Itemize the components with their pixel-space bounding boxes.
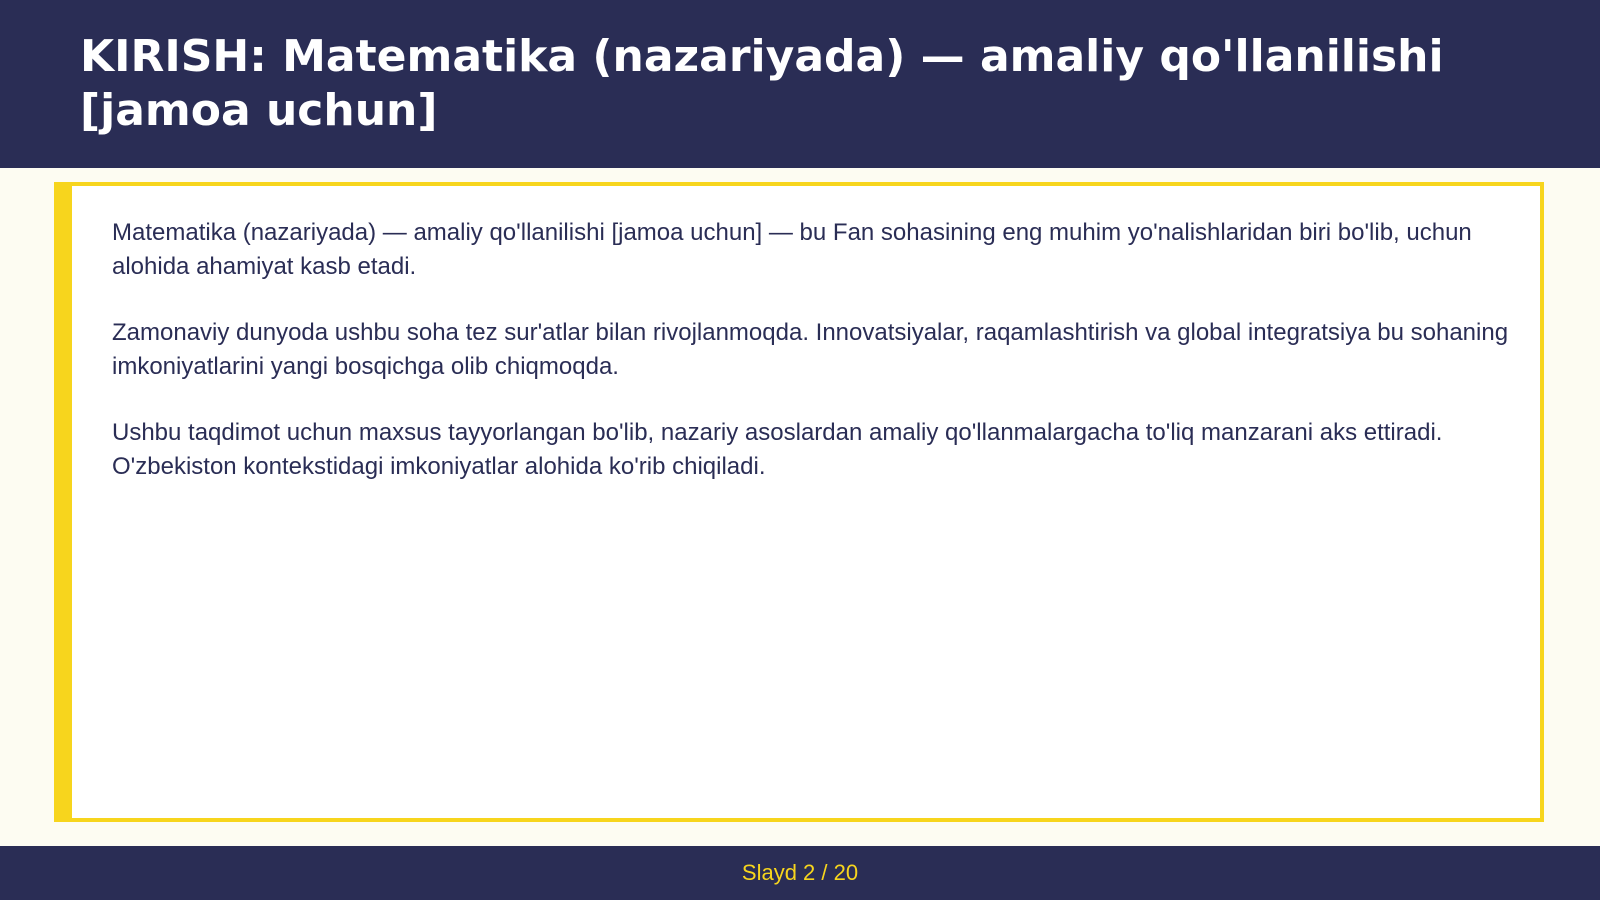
slide-title: KIRISH: Matematika (nazariyada) — amaliy qo'llanilishi [jamoa uchun]	[80, 31, 1444, 136]
content-panel	[54, 182, 1544, 822]
intro-paragraph-1: Matematika (nazariyada) — amaliy qo'llanilishi [jamoa uchun] — bu Fan sohasining eng muhim yo'nalishlaridan biri bo'lib, uchun alohida ahamiyat kasb etadi.	[112, 219, 1472, 280]
intro-paragraph-3: Ushbu taqdimot uchun maxsus tayyorlangan bo'lib, nazariy asoslardan amaliy qo'llanmalargacha to'liq manzarani aks ettiradi. O'zbekiston kontekstidagi imkoniyatlar alohida ko'rib chiqiladi.	[112, 419, 1443, 480]
slide-counter: Slayd 2 / 20	[741, 860, 859, 885]
slide-header	[0, 0, 1600, 168]
intro-paragraph-2: Zamonaviy dunyoda ushbu soha tez sur'atlar bilan rivojlanmoqda. Innovatsiyalar, raqamlashtirish va global integratsiya bu sohaning imkoniyatlarini yangi bosqichga olib chiqmoqda.	[112, 319, 1509, 380]
slide-footer	[0, 846, 1600, 900]
